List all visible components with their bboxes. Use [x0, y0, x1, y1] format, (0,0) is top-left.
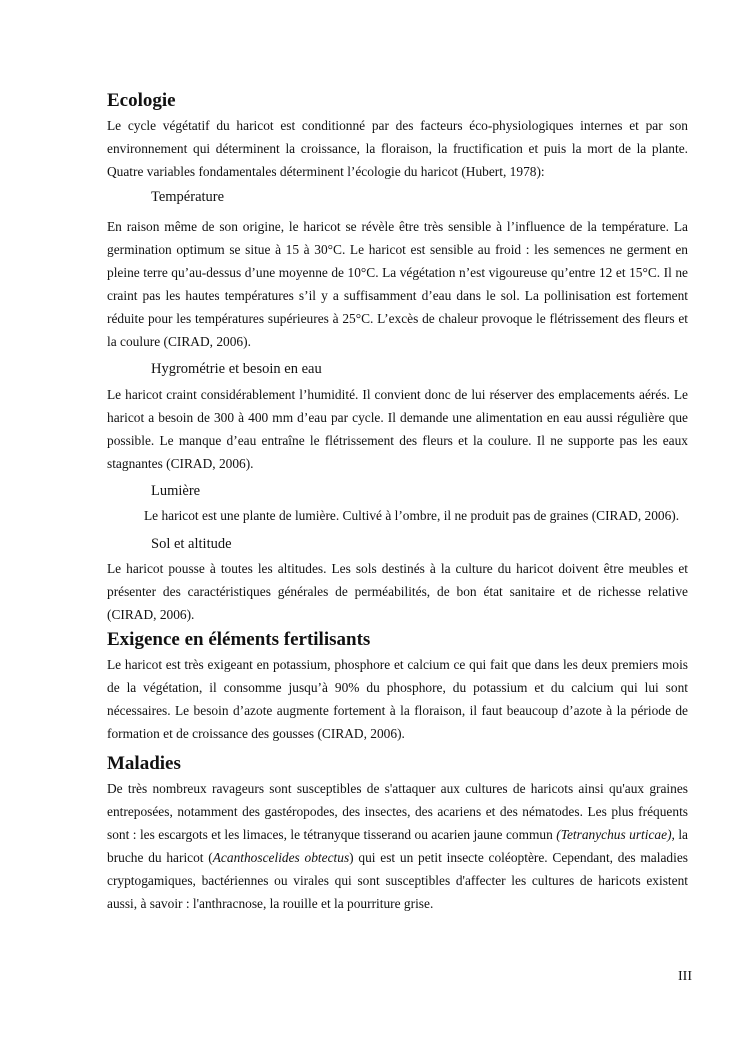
heading-exigence: Exigence en éléments fertilisants [107, 629, 371, 650]
page-number: III [678, 969, 692, 984]
paragraph-hygrometrie: Le haricot craint considérablement l’humidité. Il convient donc de lui réserver des emplacements aérés. Le haricot a besoin de 300 à 400 mm d’eau par cycle. Il demande une alimentation en eau aussi régulière que possible. Le manque d’eau entraîne le flétrissement des fleurs et la coulure. Il ne supporte pas les eaux stagnantes (CIRAD, 2006). [107, 387, 688, 471]
maladies-text-3: ) qui est un petit insecte coléoptère. Cependant, des maladies cryptogamiques, bactériennes ou virales qui sont susceptibles d'affecter les cultures de haricots existent aussi, à savoir : l'anthracnose, la rouille et la pourriture grise. [107, 850, 688, 911]
species-acanthoscelides: Acanthoscelides obtectus [212, 850, 350, 865]
heading-ecologie: Ecologie [107, 90, 176, 111]
maladies-text-1: De très nombreux ravageurs sont susceptibles de s'attaquer aux cultures de haricots ainsi qu'aux graines entreposées, notamment des gastéropodes, des insectes, des acariens et des nématodes. Les plus fréquents sont : les escargots et les limaces, le tétranyque tisserand ou acarien jaune commun [107, 781, 688, 842]
subheading-hygrometrie: Hygrométrie et besoin en eau [151, 361, 322, 377]
document-page [107, 88, 688, 915]
paragraph-sol-altitude: Le haricot pousse à toutes les altitudes. Les sols destinés à la culture du haricot doivent être meubles et présenter des caractéristiques générales de perméabilités, de bon état sanitaire et de richesse relative (CIRAD, 2006). [107, 561, 688, 622]
paragraph-maladies [107, 777, 688, 915]
subheading-temperature: Température [151, 189, 225, 205]
heading-maladies: Maladies [107, 753, 181, 774]
paragraph-ecologie-intro: Le cycle végétatif du haricot est conditionné par des facteurs éco-physiologiques internes et par son environnement qui déterminent la croissance, la floraison, la fructification et puis la mort de la plante. Quatre variables fondamentales déterminent l’écologie du haricot (Hubert, 1978): [107, 118, 688, 179]
subheading-sol-altitude: Sol et altitude [151, 536, 232, 552]
maladies-text-2: la bruche du haricot ( [107, 827, 689, 865]
paragraph-exigence: Le haricot est très exigeant en potassium, phosphore et calcium ce qui fait que dans les deux premiers mois de la végétation, il consomme jusqu’à 90% du phosphore, du potassium et du calcium qui lui sont nécessaires. Le besoin d’azote augmente fortement à la floraison, il faut beaucoup d’azote à la période de formation et de croissance des gousses (CIRAD, 2006). [107, 657, 688, 741]
species-tetranychus: (Tetranychus urticae), [556, 827, 675, 842]
paragraph-lumiere: Le haricot est une plante de lumière. Cultivé à l’ombre, il ne produit pas de graines (CIRAD, 2006). [144, 508, 680, 523]
subheading-lumiere: Lumière [151, 483, 201, 499]
paragraph-temperature: En raison même de son origine, le haricot se révèle être très sensible à l’influence de la température. La germination optimum se situe à 15 à 30°C. Le haricot est sensible au froid : les semences ne germent en pleine terre qu’au-dessus d’une moyenne de 10°C. La végétation n’est vigoureuse qu’entre 12 et 15°C. Il ne craint pas les hautes températures s’il y a suffisamment d’eau dans le sol. La pollinisation est fortement réduite pour les températures supérieures à 25°C. L’excès de chaleur provoque le flétrissement des fleurs et la coulure (CIRAD, 2006). [107, 219, 688, 349]
